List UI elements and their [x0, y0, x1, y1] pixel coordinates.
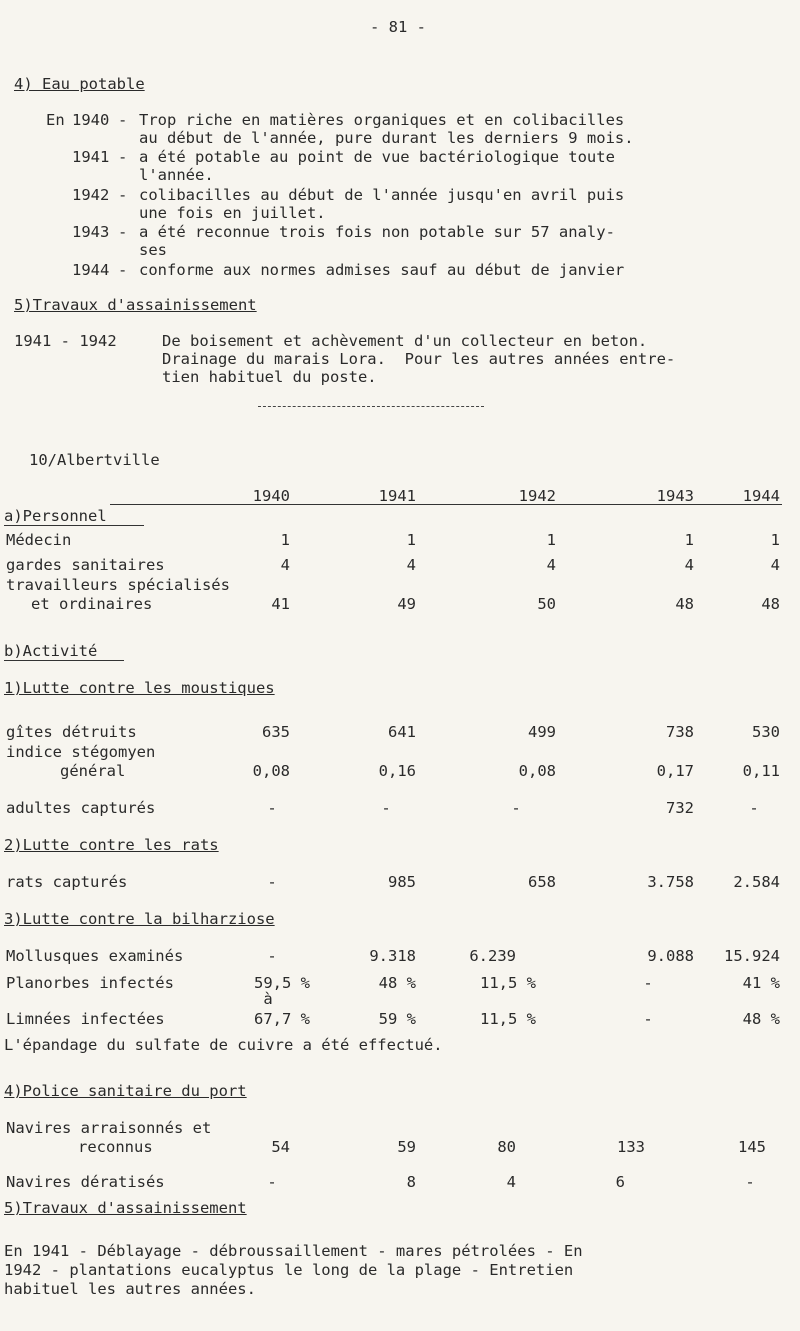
- table-cell: 2.584: [733, 873, 780, 891]
- table-cell: 1: [770, 531, 780, 549]
- table-cell: 41 %: [742, 974, 780, 992]
- row-label: Médecin: [6, 531, 72, 549]
- table-cell: 635: [262, 723, 290, 741]
- water-text: Trop riche en matières organiques et en colibacilles: [139, 111, 625, 129]
- row-label: reconnus: [78, 1138, 153, 1156]
- table-cell: 50: [537, 595, 556, 613]
- table-cell: 0,08: [518, 762, 556, 780]
- sulfate-note: L'épandage du sulfate de cuivre a été effectué.: [4, 1036, 443, 1054]
- subsection-heading-mosquito: 1)Lutte contre les moustiques: [4, 679, 275, 697]
- table-cell: 15.924: [724, 947, 780, 965]
- table-cell: 0,16: [378, 762, 416, 780]
- water-dash: -: [118, 186, 128, 204]
- water-text: l'année.: [139, 166, 214, 184]
- row-label: Navires dératisés: [6, 1173, 165, 1191]
- table-cell: 6.239: [469, 947, 516, 965]
- table-cell: 54: [271, 1138, 290, 1156]
- table-cell: 4: [770, 556, 780, 574]
- heading-rule: [4, 525, 144, 526]
- table-cell: 4: [546, 556, 556, 574]
- row-label: et ordinaires: [31, 595, 153, 613]
- section-heading-sanitation: 5)Travaux d'assainissement: [14, 296, 257, 314]
- table-cell: 3.758: [647, 873, 694, 891]
- table-cell: 1: [546, 531, 556, 549]
- table-cell: -: [745, 1173, 755, 1191]
- subsection-heading-activity: b)Activité: [4, 642, 98, 660]
- table-cell: 8: [406, 1173, 416, 1191]
- table-cell: 738: [666, 723, 694, 741]
- table-cell: 11,5 %: [480, 974, 536, 992]
- sanitation-years: 1941 - 1942: [14, 332, 117, 350]
- city-heading: 10/Albertville: [29, 451, 160, 469]
- table-cell: 1: [684, 531, 694, 549]
- table-cell: 80: [497, 1138, 516, 1156]
- table-cell: -: [267, 799, 277, 817]
- table-cell: 59 %: [378, 1010, 416, 1028]
- year-header: 1941: [378, 487, 416, 505]
- water-dash: -: [118, 148, 128, 166]
- subsection-heading-rats: 2)Lutte contre les rats: [4, 836, 219, 854]
- table-cell: 4: [684, 556, 694, 574]
- works-text: habituel les autres années.: [4, 1280, 256, 1298]
- table-cell: 9.088: [647, 947, 694, 965]
- row-label: Limnées infectées: [6, 1010, 165, 1028]
- water-text: au début de l'année, pure durant les derniers 9 mois.: [139, 129, 634, 147]
- table-cell: -: [749, 799, 759, 817]
- table-cell: 145: [738, 1138, 766, 1156]
- table-cell: 11,5 %: [480, 1010, 536, 1028]
- table-cell: 658: [528, 873, 556, 891]
- table-cell: 48: [675, 595, 694, 613]
- table-cell: 4: [406, 556, 416, 574]
- subsection-heading-port: 4)Police sanitaire du port: [4, 1082, 247, 1100]
- row-label: Planorbes infectés: [6, 974, 174, 992]
- water-dash: -: [118, 261, 128, 279]
- row-label: Mollusques examinés: [6, 947, 184, 965]
- table-cell: 48: [761, 595, 780, 613]
- table-cell: 59: [397, 1138, 416, 1156]
- table-cell: 0,08: [252, 762, 290, 780]
- table-cell: 641: [388, 723, 416, 741]
- water-year: 1943: [72, 223, 110, 241]
- subsection-heading-personnel: a)Personnel: [4, 507, 107, 525]
- table-cell: -: [267, 947, 277, 965]
- row-label: gîtes détruits: [6, 723, 137, 741]
- water-dash: -: [118, 111, 128, 129]
- table-cell: 0,17: [656, 762, 694, 780]
- row-label: adultes capturés: [6, 799, 156, 817]
- table-cell-note: à: [263, 990, 273, 1008]
- year-header: 1940: [252, 487, 290, 505]
- water-text: a été potable au point de vue bactériologique toute: [139, 148, 615, 166]
- sanitation-text: tien habituel du poste.: [162, 368, 377, 386]
- table-cell: -: [381, 799, 391, 817]
- table-cell: 59,5 %: [254, 974, 310, 992]
- table-cell: 0,11: [742, 762, 780, 780]
- table-cell: 985: [388, 873, 416, 891]
- row-label: travailleurs spécialisés: [6, 576, 230, 594]
- sanitation-text: De boisement et achèvement d'un collecteur en beton.: [162, 332, 648, 350]
- table-cell: -: [643, 1010, 653, 1028]
- table-cell: -: [511, 799, 521, 817]
- table-cell: 499: [528, 723, 556, 741]
- table-cell: 6: [615, 1173, 625, 1191]
- table-cell: 4: [280, 556, 290, 574]
- works-text: 1942 - plantations eucalyptus le long de la plage - Entretien: [4, 1261, 574, 1279]
- table-cell: 1: [280, 531, 290, 549]
- water-text: ses: [139, 241, 167, 259]
- page-number: - 81 -: [370, 18, 426, 36]
- subsection-heading-works: 5)Travaux d'assainissement: [4, 1199, 247, 1217]
- sanitation-text: Drainage du marais Lora. Pour les autres années entre-: [162, 350, 676, 368]
- water-year: 1940: [72, 111, 110, 129]
- subsection-heading-bilharzia: 3)Lutte contre la bilharziose: [4, 910, 275, 928]
- year-header: 1944: [742, 487, 780, 505]
- row-label: général: [60, 762, 126, 780]
- table-cell: 1: [406, 531, 416, 549]
- water-year: 1941: [72, 148, 110, 166]
- water-text: conforme aux normes admises sauf au début de janvier: [139, 261, 625, 279]
- row-label: Navires arraisonnés et: [6, 1119, 212, 1137]
- table-cell: 67,7 %: [254, 1010, 310, 1028]
- water-text: colibacilles au début de l'année jusqu'en avril puis: [139, 186, 625, 204]
- works-text: En 1941 - Déblayage - débroussaillement - mares pétrolées - En: [4, 1242, 583, 1260]
- water-lead: En: [46, 111, 65, 129]
- table-cell: 133: [617, 1138, 645, 1156]
- water-text: une fois en juillet.: [139, 204, 326, 222]
- table-cell: 41: [271, 595, 290, 613]
- table-cell: 9.318: [369, 947, 416, 965]
- row-label: rats capturés: [6, 873, 128, 891]
- table-cell: 48 %: [742, 1010, 780, 1028]
- section-heading-water: 4) Eau potable: [14, 75, 145, 93]
- table-cell: -: [267, 1173, 277, 1191]
- water-dash: -: [118, 223, 128, 241]
- year-header: 1942: [518, 487, 556, 505]
- table-cell: 530: [752, 723, 780, 741]
- water-year: 1944: [72, 261, 110, 279]
- table-cell: -: [643, 974, 653, 992]
- table-cell: 48 %: [378, 974, 416, 992]
- heading-rule: [4, 660, 124, 661]
- separator-dashes: [258, 406, 484, 407]
- header-rule: [110, 504, 782, 505]
- water-year: 1942: [72, 186, 110, 204]
- table-cell: 4: [506, 1173, 516, 1191]
- water-text: a été reconnue trois fois non potable sur 57 analy-: [139, 223, 615, 241]
- year-header: 1943: [656, 487, 694, 505]
- table-cell: -: [267, 873, 277, 891]
- table-cell: 49: [397, 595, 416, 613]
- row-label: indice stégomyen: [6, 743, 156, 761]
- table-cell: 732: [666, 799, 694, 817]
- row-label: gardes sanitaires: [6, 556, 165, 574]
